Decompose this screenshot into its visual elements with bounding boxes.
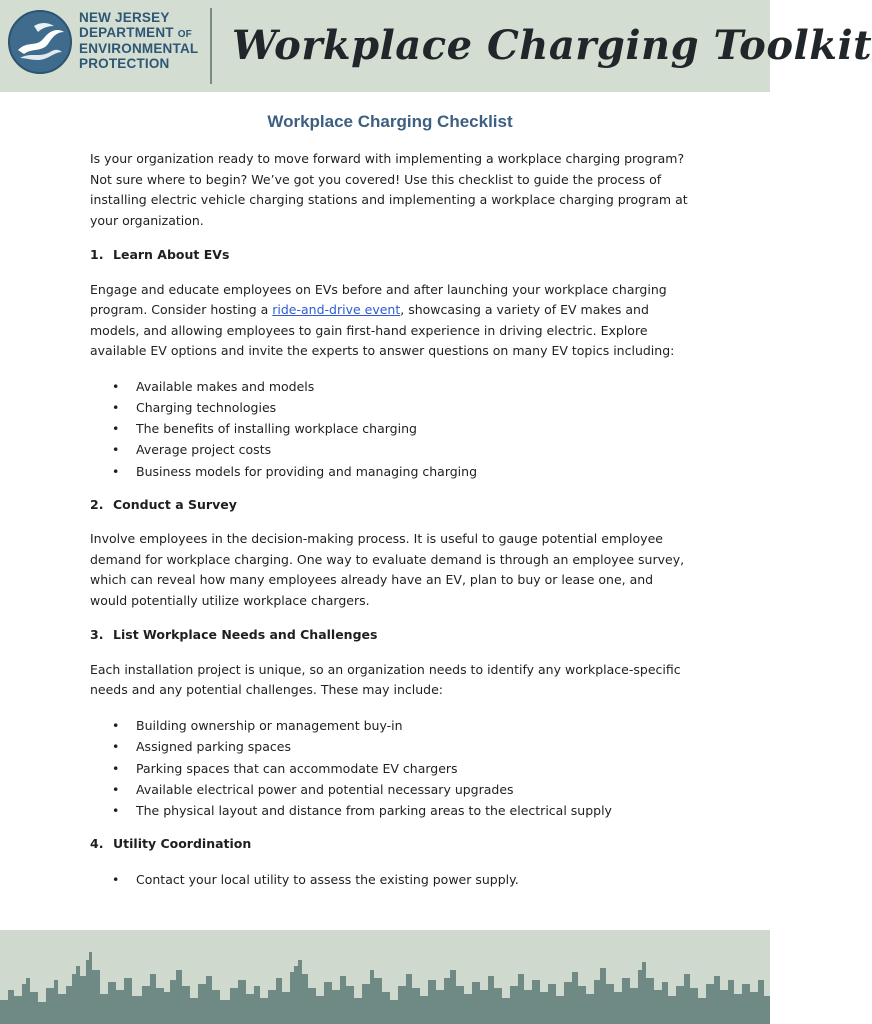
bullet-icon: •: [112, 463, 120, 479]
agency-name: [79, 11, 209, 71]
list-item: • The physical layout and distance from parking areas to the electrical supply: [90, 800, 690, 821]
bullet-icon: •: [112, 442, 120, 458]
bullet-list-4: [90, 869, 690, 890]
wave-bird-icon: [10, 12, 70, 72]
bullet-icon: •: [112, 871, 120, 887]
page-title: Workplace Charging Checklist: [267, 112, 513, 131]
section-heading-3: [90, 625, 690, 646]
document-body: [90, 108, 690, 903]
city-skyline-footer: [0, 930, 770, 1024]
list-item: • Contact your local utility to assess the existing power supply.: [90, 869, 690, 890]
section-number: 3.: [90, 627, 104, 643]
bullet-icon: •: [112, 717, 120, 733]
section-title: Utility Coordination: [113, 836, 252, 852]
list-item: • Building ownership or management buy-in: [90, 715, 690, 736]
bullet-icon: •: [112, 399, 120, 415]
section-text-2: Involve employees in the decision-making process. It is useful to gauge potential employee demand for workplace charging. One way to evaluate demand is through an employee survey, which can reveal how many employees already have an EV, plan to buy or lease one, and would potentially utilize workplace chargers.: [90, 531, 685, 608]
intro-paragraph: Is your organization ready to move forward with implementing a workplace charging program? Not sure where to begin? We’ve got you covered! Use this checklist to guide the process of installing electric vehicle charging stations and implementing a workplace charging program at your organization.: [90, 151, 688, 228]
bullet-list-3: [90, 715, 690, 821]
agency-of: OF: [177, 28, 192, 40]
section-title: Learn About EVs: [113, 247, 230, 262]
skyline-icon: [0, 930, 770, 1024]
bullet-icon: •: [112, 803, 120, 819]
section-number: 2.: [90, 496, 104, 512]
list-item: • Available electrical power and potential necessary upgrades: [90, 779, 690, 800]
njdep-logo: [8, 10, 72, 74]
agency-line: NEW JERSEY: [79, 10, 170, 25]
bullet-icon: •: [112, 739, 120, 755]
section-text-1: Engage and educate employees on EVs before and after launching your workplace charging program. Consider hosting a ride-and-drive event, showcasing a variety of EV makes and models, and allowing employees to gain first-hand experience in driving electric. Explore available EV options and invite the experts to answer questions on many EV topics including:: [90, 281, 675, 358]
list-item: • Average project costs: [90, 439, 690, 460]
list-item: • The benefits of installing workplace charging: [90, 418, 690, 439]
section-number: 1.: [90, 247, 104, 262]
agency-line: DEPARTMENT OF: [79, 24, 192, 40]
ride-and-drive-link[interactable]: ride-and-drive event: [272, 302, 401, 317]
bullet-icon: •: [112, 378, 120, 394]
section-heading-1: [90, 245, 690, 266]
list-item: • Parking spaces that can accommodate EV chargers: [90, 758, 690, 779]
agency-line: ENVIRONMENTAL: [79, 41, 199, 56]
section-number: 4.: [90, 836, 104, 852]
header-banner: [0, 0, 872, 92]
section-title: Conduct a Survey: [113, 496, 237, 512]
section-heading-4: [90, 834, 690, 855]
section-text-3: Each installation project is unique, so an organization needs to identify any workplace-specific needs and any potential challenges. These may include:: [90, 661, 681, 698]
list-item: • Business models for providing and managing charging: [90, 461, 690, 482]
section-title: List Workplace Needs and Challenges: [113, 627, 378, 643]
bullet-list-1: [90, 376, 690, 482]
toolkit-title: Workplace Charging Toolkit: [232, 22, 872, 69]
agency-line: PROTECTION: [79, 55, 170, 71]
list-item: • Charging technologies: [90, 397, 690, 418]
section-heading-2: [90, 495, 690, 516]
list-item: • Available makes and models: [90, 376, 690, 397]
header-divider: [210, 8, 212, 84]
bullet-icon: •: [112, 760, 120, 776]
bullet-icon: •: [112, 781, 120, 797]
list-item: • Assigned parking spaces: [90, 736, 690, 757]
bullet-icon: •: [112, 421, 120, 437]
